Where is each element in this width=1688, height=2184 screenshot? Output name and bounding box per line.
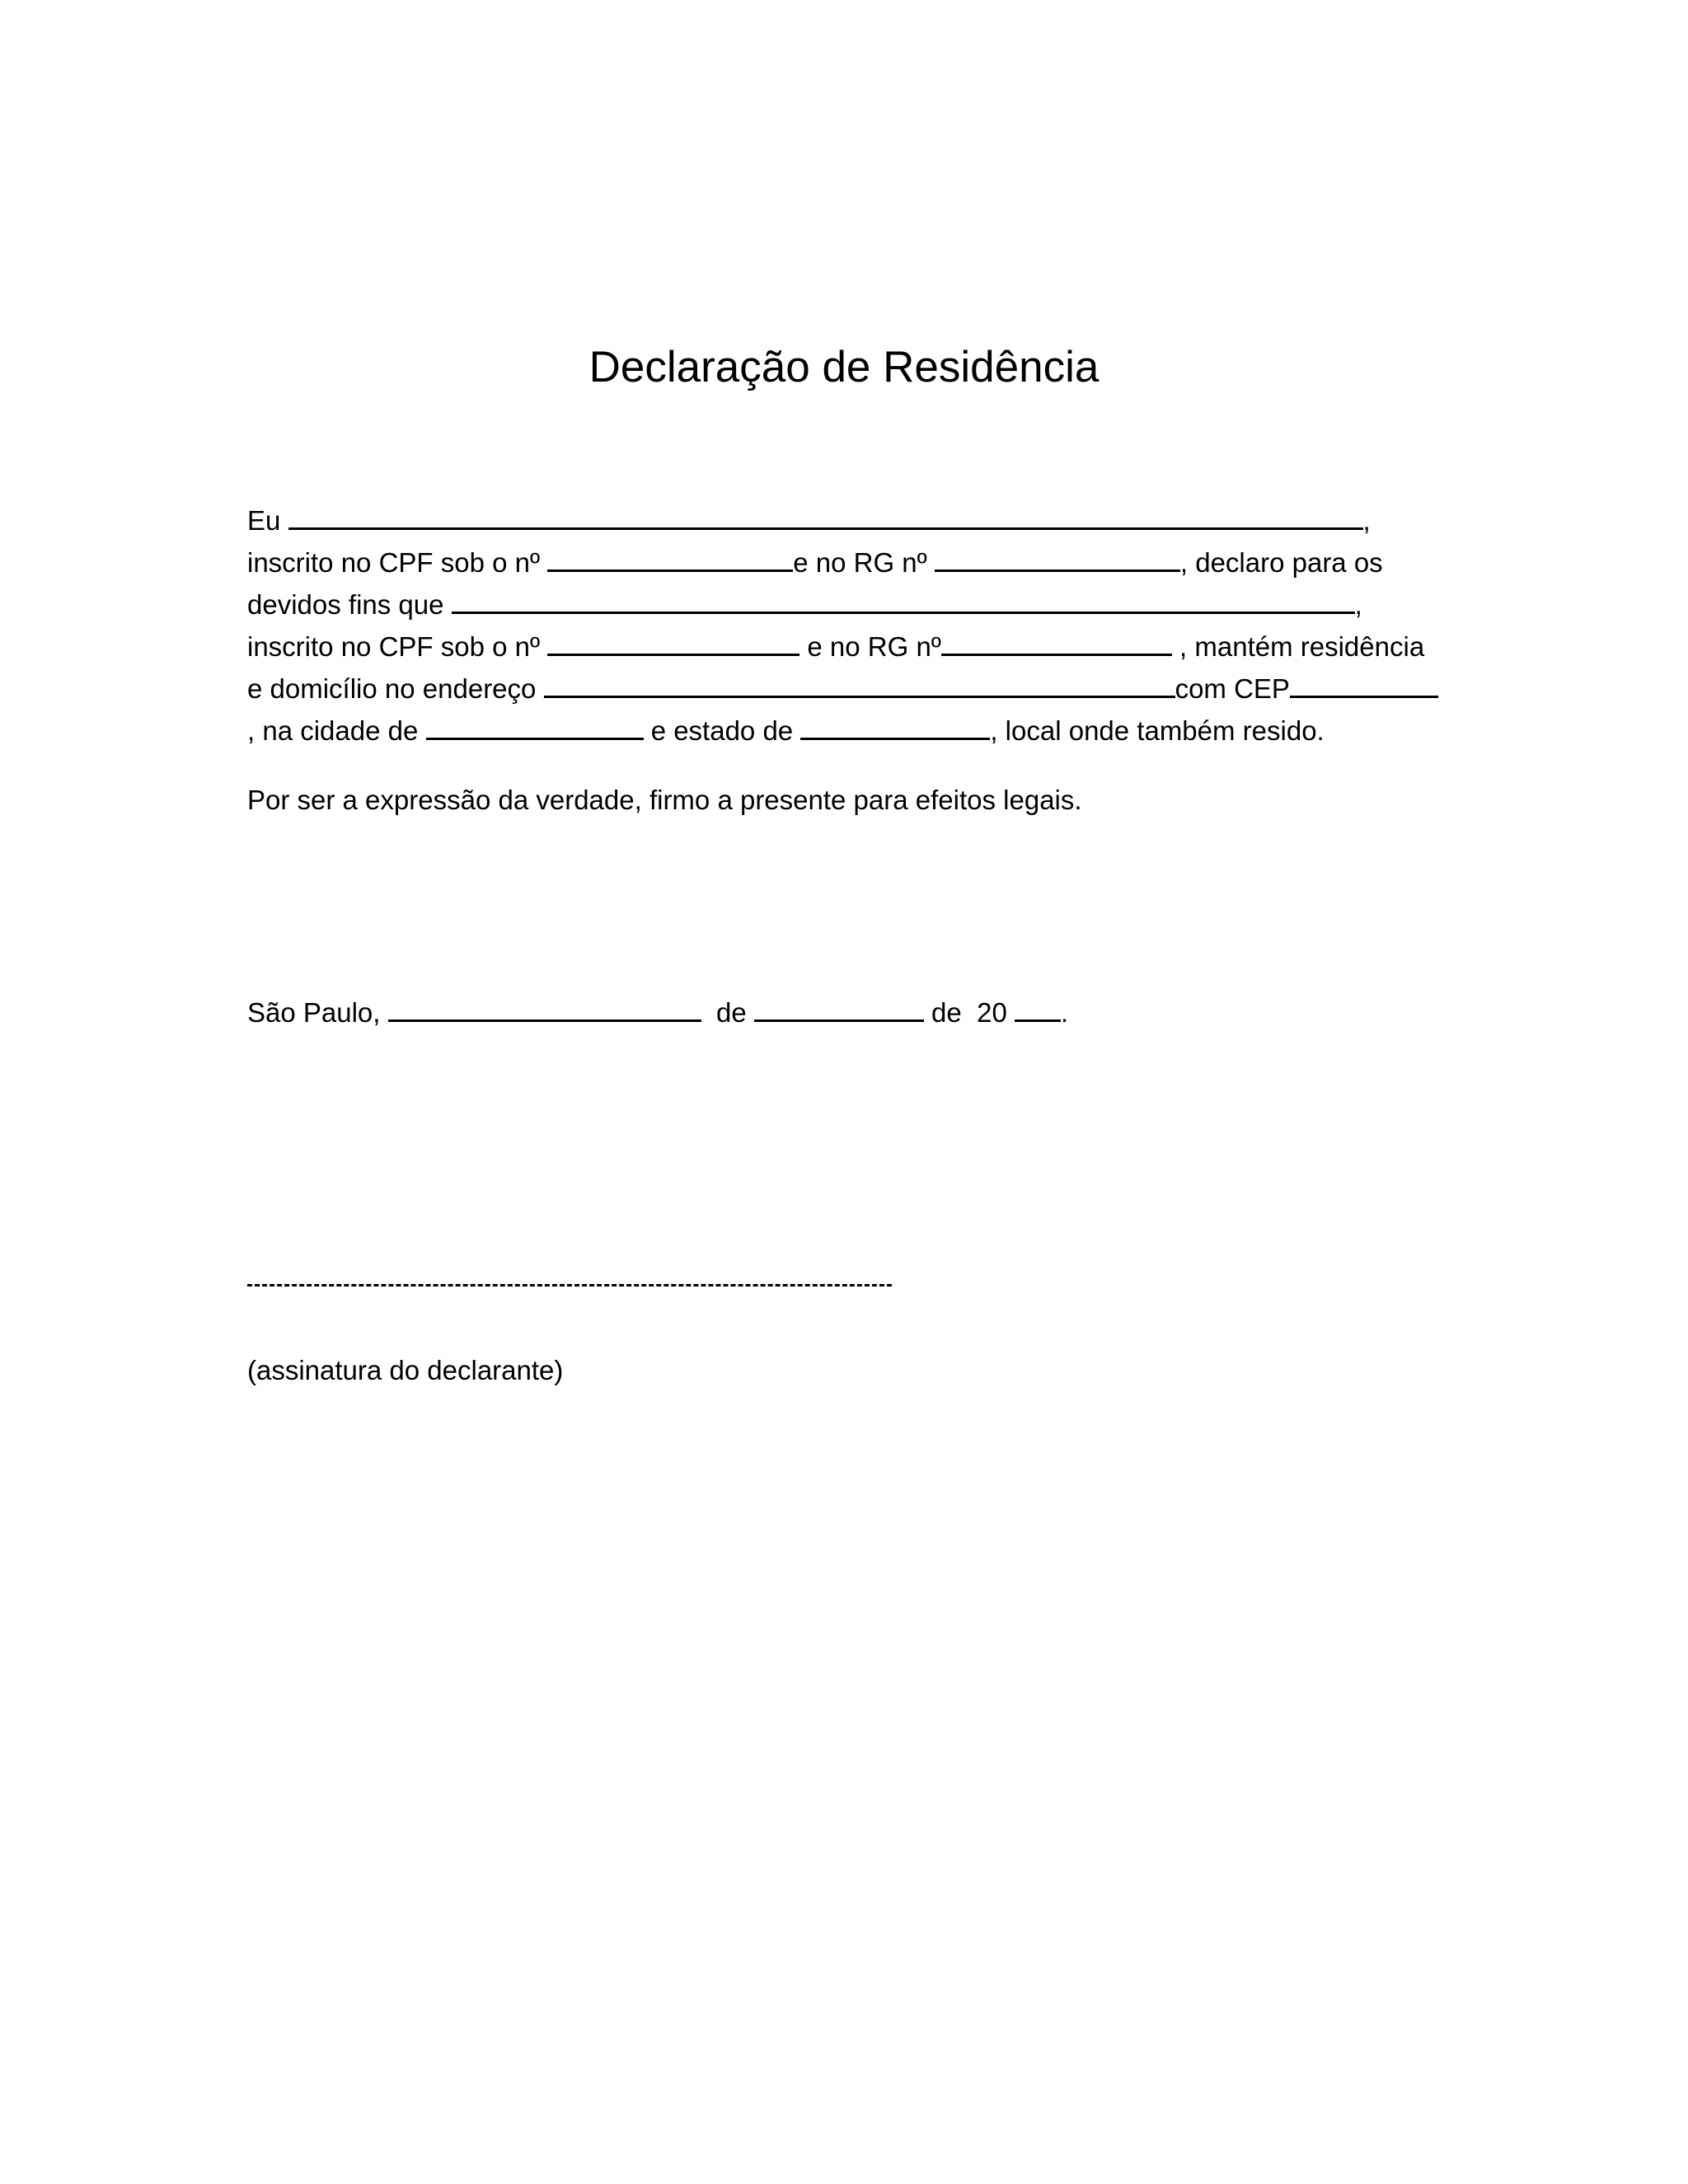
line2-end-text: , declaro para os: [1179, 547, 1383, 578]
name-field-blank[interactable]: [288, 503, 1363, 530]
line6-middle-text: e estado de: [650, 715, 794, 746]
date-end-text: .: [1061, 997, 1069, 1028]
resident-cpf-field-blank[interactable]: [547, 629, 799, 656]
day-field-blank[interactable]: [388, 995, 701, 1022]
line3-end-text: ,: [1354, 589, 1362, 620]
rg-field-blank[interactable]: [935, 545, 1180, 572]
state-field-blank[interactable]: [800, 713, 990, 740]
line1-start-text: Eu: [247, 505, 281, 536]
date-de-2-text: de: [931, 997, 962, 1028]
paragraph-line-5: [247, 671, 1438, 707]
line3-start-text: devidos fins que: [247, 589, 444, 620]
closing-statement: Por ser a expressão da verdade, firmo a presente para efeitos legais.: [247, 785, 1082, 815]
month-field-blank[interactable]: [754, 995, 924, 1022]
document-title: Declaração de Residência: [588, 343, 1100, 391]
paragraph-line-3: [247, 587, 1362, 623]
line5-end-text: com CEP: [1175, 673, 1290, 704]
line1-end-text: ,: [1362, 505, 1371, 536]
paragraph-line-2: [247, 545, 1383, 581]
address-field-blank[interactable]: [544, 671, 1175, 698]
line5-start-text: e domicílio no endereço: [247, 673, 537, 704]
cep-field-blank[interactable]: [1290, 671, 1438, 698]
resident-rg-field-blank[interactable]: [941, 629, 1172, 656]
line6-end-text: , local onde também resido.: [990, 715, 1325, 746]
date-year-prefix-text: 20: [977, 997, 1007, 1028]
line4-end-text: , mantém residência: [1179, 631, 1425, 662]
paragraph-line-6: [247, 713, 1325, 749]
city-field-blank[interactable]: [426, 713, 644, 740]
line2-start-text: inscrito no CPF sob o nº: [247, 547, 541, 578]
date-line: [247, 995, 1068, 1031]
line4-middle-text: e no RG nº: [807, 631, 941, 662]
line4-start-text: inscrito no CPF sob o nº: [247, 631, 541, 662]
signature-line: [247, 1284, 892, 1286]
paragraph-line-4: [247, 629, 1424, 665]
cpf-field-blank[interactable]: [547, 545, 793, 572]
paragraph-line-1: [247, 503, 1371, 539]
line2-middle-text: e no RG nº: [793, 547, 927, 578]
date-de-1-text: de: [715, 997, 747, 1028]
signature-caption: (assinatura do declarante): [247, 1355, 564, 1385]
year-field-blank[interactable]: [1015, 995, 1061, 1022]
resident-name-field-blank[interactable]: [452, 587, 1355, 614]
date-city-text: São Paulo,: [247, 997, 381, 1028]
line6-start-text: , na cidade de: [247, 715, 419, 746]
